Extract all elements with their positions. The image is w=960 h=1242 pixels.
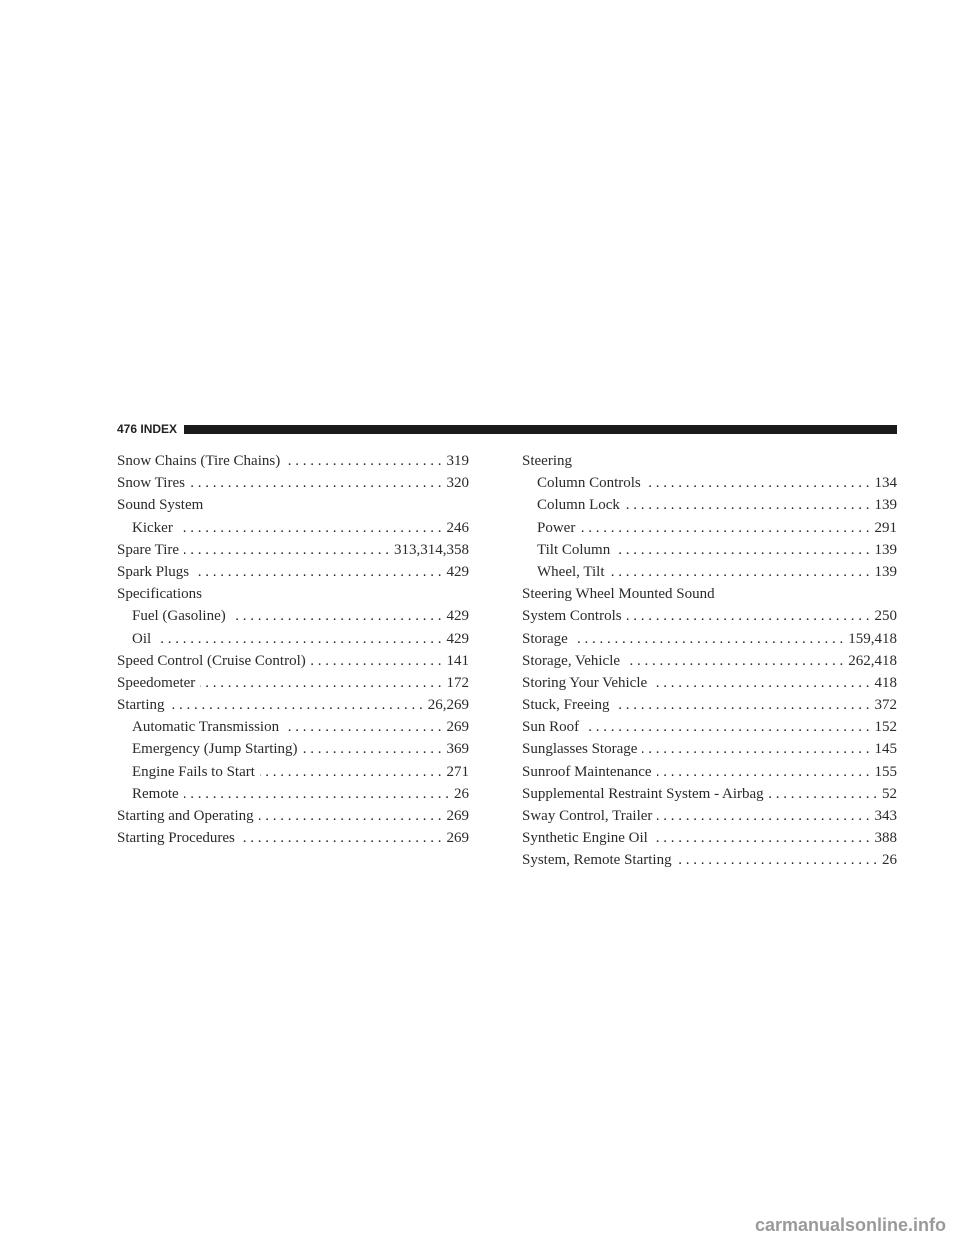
- index-entry: [117, 650, 469, 672]
- index-entry: [117, 472, 469, 494]
- index-entry-page: 313,314,358: [394, 541, 469, 558]
- index-entry-text: Spark Plugs: [117, 563, 190, 580]
- index-entry-page: 418: [874, 674, 897, 691]
- dot-leader: [573, 628, 843, 650]
- dot-leader: [178, 517, 442, 539]
- index-entry: [522, 672, 897, 694]
- dot-leader: [657, 761, 870, 783]
- dot-leader: [646, 472, 870, 494]
- index-entry-text: Kicker: [132, 519, 173, 536]
- index-entry-page: 246: [446, 519, 469, 536]
- index-entry-page: 388: [874, 830, 897, 847]
- dot-leader: [625, 650, 843, 672]
- index-entry-page: 155: [874, 763, 897, 780]
- index-entry-page: 26: [882, 852, 897, 869]
- index-entry-text: Column Lock: [537, 497, 620, 514]
- dot-leader: [584, 716, 869, 738]
- index-entry-page: 152: [874, 719, 897, 736]
- dot-leader: [580, 517, 869, 539]
- index-entry-text: Supplemental Restraint System - Airbag: [522, 785, 764, 802]
- index-entry-text: Starting: [117, 697, 165, 714]
- index-entry-page: 134: [874, 475, 897, 492]
- dot-leader: [642, 738, 869, 760]
- index-entry-text: Automatic Transmission: [132, 719, 280, 736]
- index-entry: [522, 539, 897, 561]
- index-entry: [522, 805, 897, 827]
- dot-leader: [653, 827, 870, 849]
- index-entry-text: Wheel, Tilt: [537, 563, 605, 580]
- index-entry: [117, 672, 469, 694]
- index-entry-page: 429: [446, 630, 469, 647]
- dot-leader: [769, 783, 877, 805]
- header-rule: [184, 425, 897, 434]
- index-entry: [117, 805, 469, 827]
- index-entry-text: Storage, Vehicle: [522, 652, 621, 669]
- index-entry-page: 429: [446, 563, 469, 580]
- index-entry-page: 139: [874, 563, 897, 580]
- index-entry: [522, 827, 897, 849]
- index-entry-text: Stuck, Freeing: [522, 697, 610, 714]
- index-entry-text: Sound System: [117, 497, 204, 514]
- index-entry-text: System Controls: [522, 608, 622, 625]
- index-entry-text: Snow Tires: [117, 475, 185, 492]
- dot-leader: [627, 605, 870, 627]
- index-entry-text: Specifications: [117, 586, 202, 603]
- index-entry: [117, 450, 469, 472]
- index-entry-page: 141: [446, 652, 469, 669]
- index-entry: [522, 450, 897, 472]
- index-entry: [522, 738, 897, 760]
- index-entry: [117, 605, 469, 627]
- index-entry-text: Sunroof Maintenance: [522, 763, 652, 780]
- dot-leader: [190, 472, 442, 494]
- index-entry: [522, 583, 897, 605]
- index-entry-text: Storing Your Vehicle: [522, 674, 648, 691]
- index-entry: [522, 605, 897, 627]
- index-entry-text: Fuel (Gasoline): [132, 608, 226, 625]
- index-entry-page: 26: [454, 785, 469, 802]
- index-entry: [117, 628, 469, 650]
- index-entry-page: 343: [874, 808, 897, 824]
- index-entry-page: 269: [446, 719, 469, 736]
- dot-leader: [156, 628, 441, 650]
- index-entry-page: 269: [446, 808, 469, 824]
- dot-leader: [625, 494, 870, 516]
- index-entry-text: Starting and Operating: [117, 808, 254, 824]
- index-entry: [522, 849, 897, 871]
- dot-leader: [615, 539, 869, 561]
- dot-leader: [303, 738, 442, 760]
- index-entry: [117, 561, 469, 583]
- index-entry-text: Speedometer: [117, 674, 196, 691]
- index-entry-text: Storage: [522, 630, 568, 647]
- index-entry-page: 262,418: [848, 652, 897, 669]
- index-entry-text: Starting Procedures: [117, 830, 235, 847]
- index-entry-text: Engine Fails to Start: [132, 763, 255, 780]
- index-entry-page: 429: [446, 608, 469, 625]
- dot-leader: [311, 650, 442, 672]
- index-entry: [522, 650, 897, 672]
- index-entry: [117, 716, 469, 738]
- dot-leader: [652, 672, 869, 694]
- index-entry: [117, 694, 469, 716]
- index-entry-page: 139: [874, 497, 897, 514]
- dot-leader: [200, 672, 441, 694]
- index-entry: [522, 783, 897, 805]
- index-entry-page: 250: [874, 608, 897, 625]
- index-entry-text: Steering Wheel Mounted Sound: [522, 586, 715, 603]
- index-entry: [522, 561, 897, 583]
- index-column-right: [522, 450, 897, 872]
- index-entry-text: System, Remote Starting: [522, 852, 672, 869]
- index-entry-text: Speed Control (Cruise Control): [117, 652, 306, 669]
- index-entry-page: 319: [446, 453, 469, 469]
- index-entry: [117, 494, 469, 516]
- index-entry-text: Sway Control, Trailer: [522, 808, 653, 824]
- index-entry: [522, 517, 897, 539]
- index-entry-text: Spare Tire: [117, 541, 180, 558]
- index-entry-text: Oil: [132, 630, 152, 647]
- index-entry: [117, 761, 469, 783]
- watermark: carmanualsonline.info: [754, 1215, 946, 1235]
- dot-leader: [170, 694, 423, 716]
- index-entry: [522, 716, 897, 738]
- index-column-left: [117, 450, 469, 849]
- index-entry-text: Sunglasses Storage: [522, 741, 638, 758]
- dot-leader: [240, 827, 442, 849]
- dot-leader: [184, 539, 389, 561]
- index-entry-text: Power: [537, 519, 576, 536]
- index-entry-text: Remote: [132, 785, 179, 802]
- dot-leader: [610, 561, 870, 583]
- index-entry-page: 291: [874, 519, 897, 536]
- index-entry-page: 269: [446, 830, 469, 847]
- index-entry: [117, 783, 469, 805]
- dot-leader: [194, 561, 441, 583]
- index-entry-page: 26,269: [427, 697, 469, 714]
- index-entry: [117, 583, 469, 605]
- index-entry: [117, 517, 469, 539]
- dot-leader: [284, 716, 441, 738]
- dot-leader: [259, 805, 442, 827]
- dot-leader: [677, 849, 877, 871]
- index-entry-text: Snow Chains (Tire Chains): [117, 453, 281, 469]
- index-entry-text: Sun Roof: [522, 719, 580, 736]
- index-entry-text: Emergency (Jump Starting): [132, 741, 298, 758]
- index-entry-page: 369: [446, 741, 469, 758]
- index-entry-page: 159,418: [848, 630, 897, 647]
- dot-leader: [231, 605, 442, 627]
- index-entry-page: 372: [874, 697, 897, 714]
- index-entry-text: Steering: [522, 453, 572, 469]
- index-entry: [117, 738, 469, 760]
- index-entry: [117, 827, 469, 849]
- index-entry-page: 52: [882, 785, 897, 802]
- index-entry: [522, 628, 897, 650]
- index-entry-page: 271: [446, 763, 469, 780]
- index-entry: [522, 472, 897, 494]
- dot-leader: [615, 694, 870, 716]
- index-entry-page: 145: [874, 741, 897, 758]
- index-entry-text: Column Controls: [537, 475, 641, 492]
- index-entry: [117, 539, 469, 561]
- page-number-label: 476 INDEX: [117, 422, 178, 436]
- dot-leader: [260, 761, 442, 783]
- index-entry-text: Tilt Column: [537, 541, 611, 558]
- dot-leader: [285, 450, 441, 472]
- index-entry: [522, 494, 897, 516]
- index-entry-page: 139: [874, 541, 897, 558]
- page-header: [117, 421, 897, 437]
- index-entry: [522, 694, 897, 716]
- dot-leader: [184, 783, 449, 805]
- index-entry-page: 172: [446, 674, 469, 691]
- index-entry-text: Synthetic Engine Oil: [522, 830, 648, 847]
- dot-leader: [657, 805, 869, 827]
- index-entry: [522, 761, 897, 783]
- index-entry-page: 320: [446, 475, 469, 492]
